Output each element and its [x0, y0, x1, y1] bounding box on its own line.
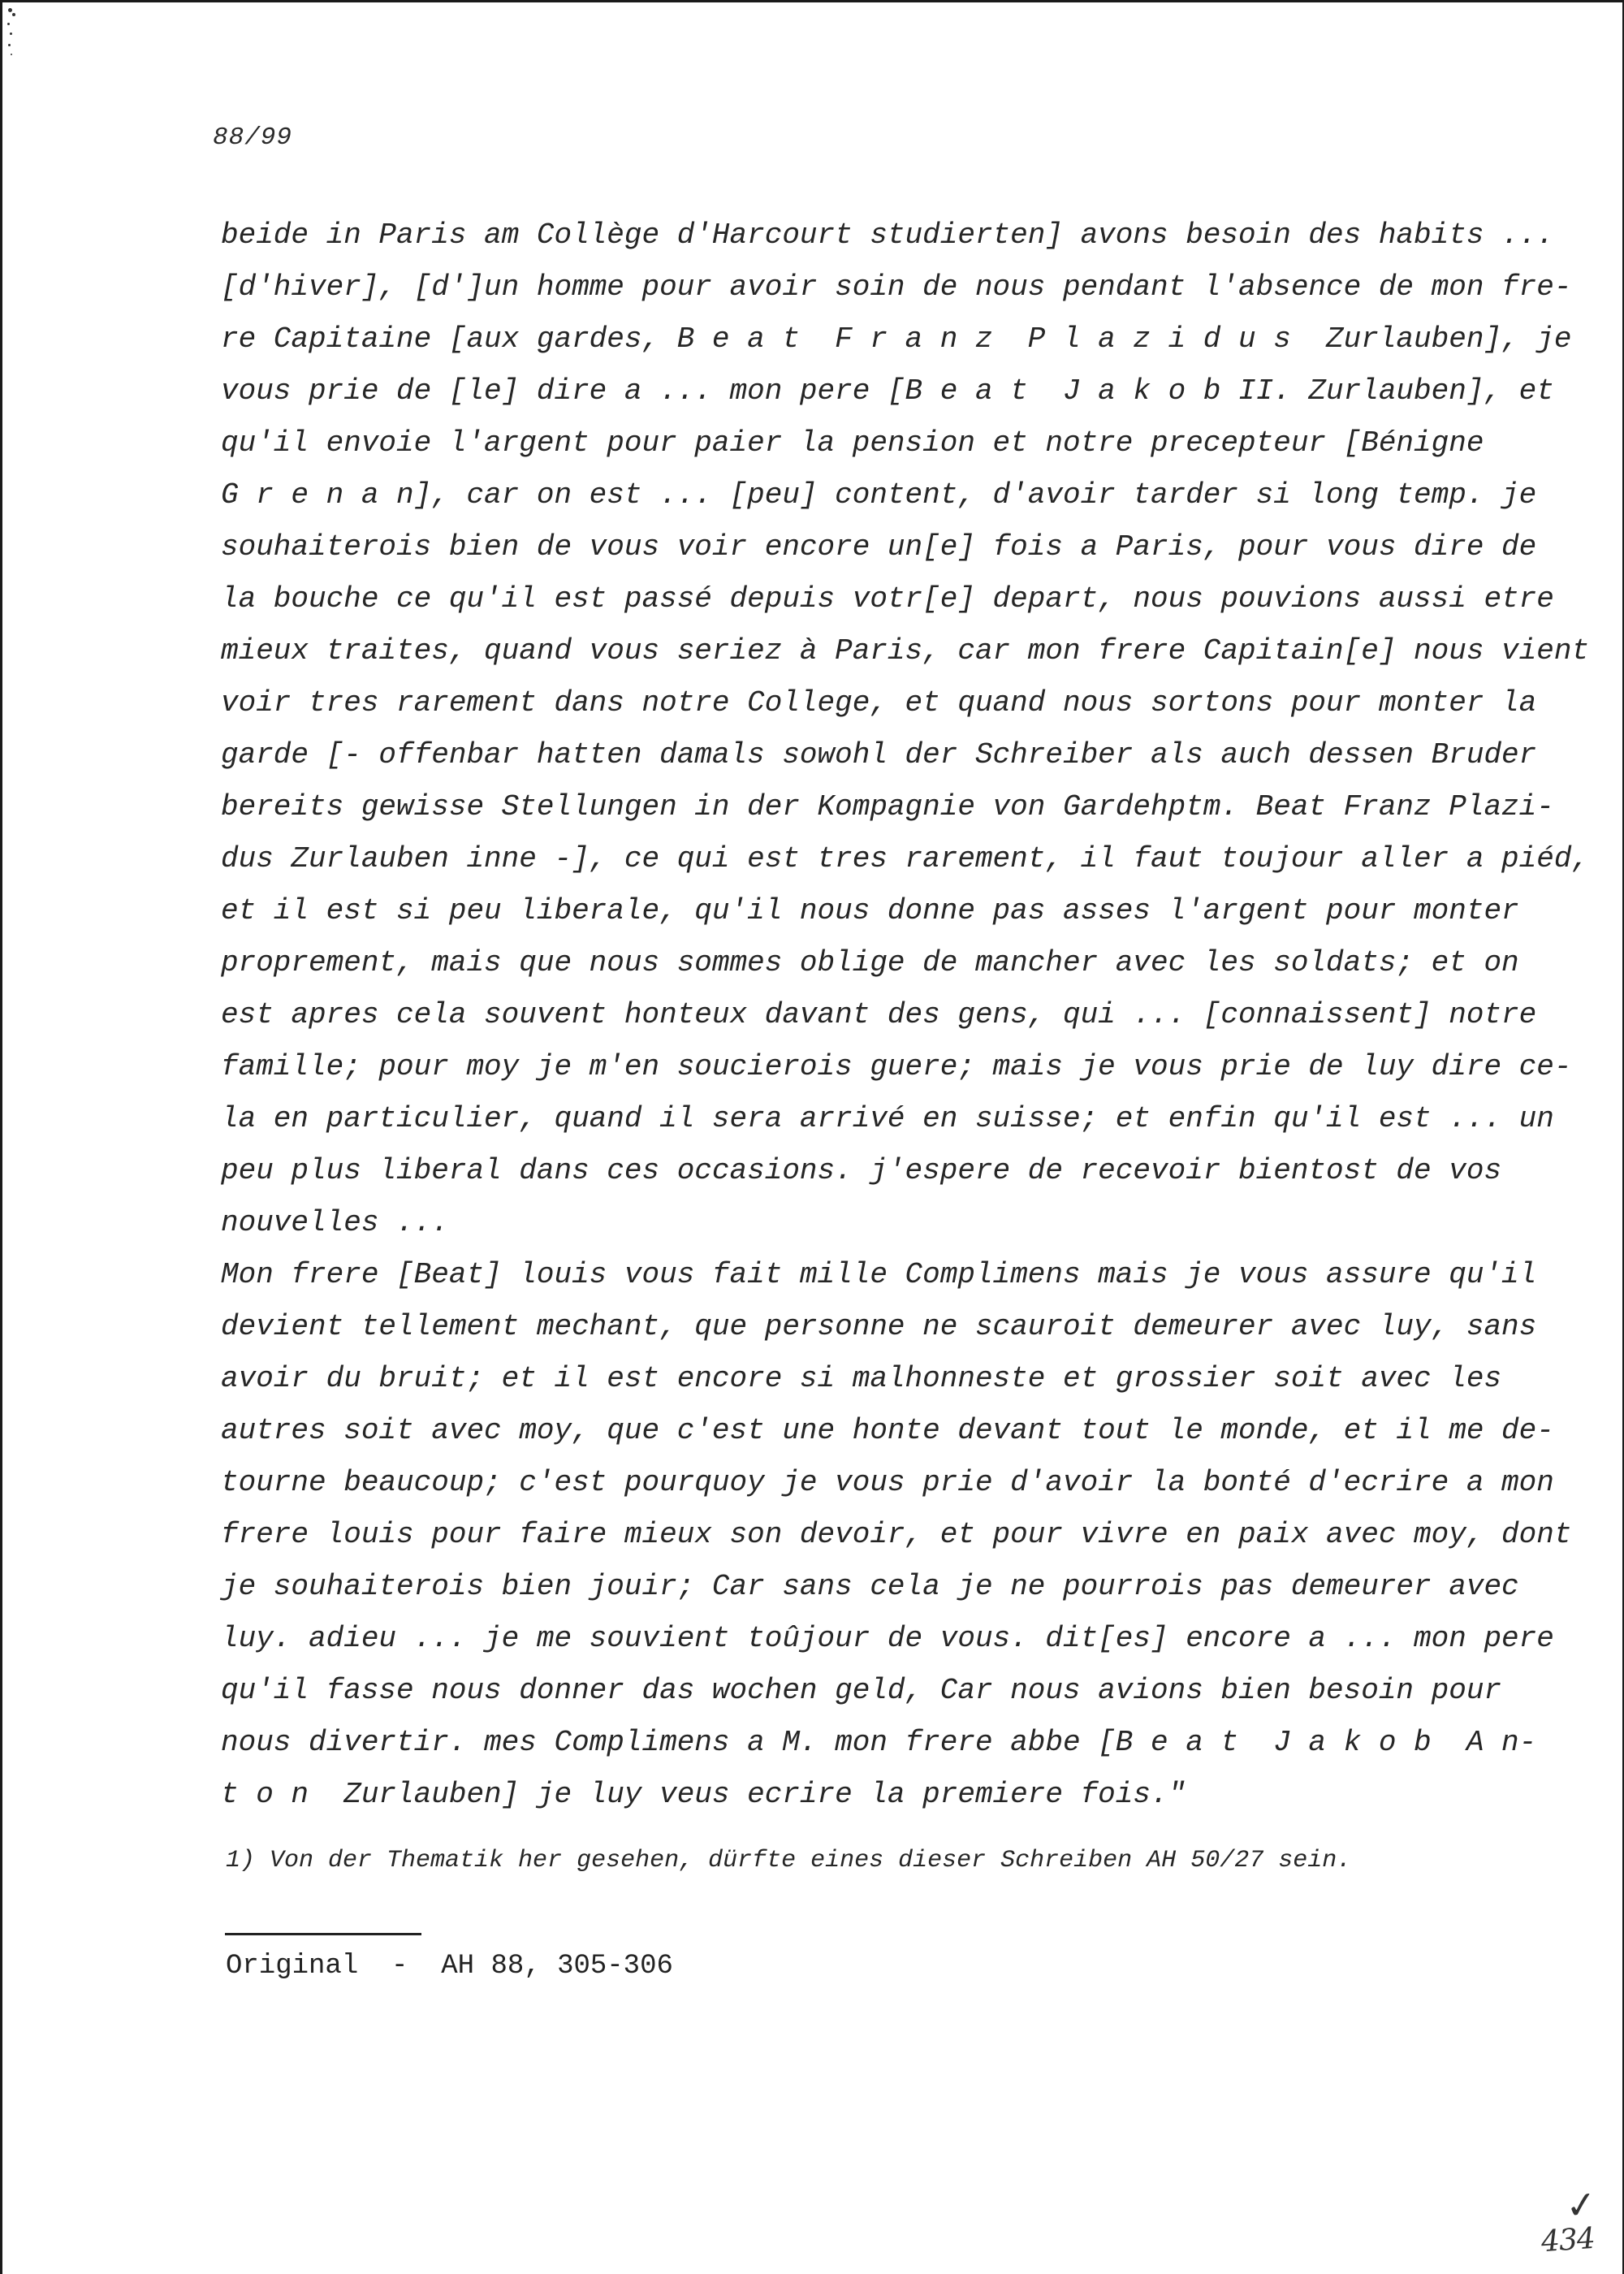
text-line: mieux traites, quand vous seriez à Paris, car mon frere Capitain[e] nous vient: [221, 634, 1590, 668]
text-line: beide in Paris am Collège d'Harcourt studierten] avons besoin des habits ...: [221, 218, 1554, 252]
text-line: t o n Zurlauben] je luy veus ecrire la premiere fois.": [221, 1778, 1186, 1811]
footnote-rule: [225, 1933, 421, 1935]
text-line: autres soit avec moy, que c'est une honte devant tout le monde, et il me de-: [221, 1414, 1554, 1447]
text-line: qu'il fasse nous donner das wochen geld, Car nous avions bien besoin pour: [221, 1674, 1502, 1707]
footnote: 1) Von der Thematik her gesehen, dürfte eines dieser Schreiben AH 50/27 sein.: [226, 1847, 1352, 1874]
text-line: et il est si peu liberale, qu'il nous donne pas asses l'argent pour monter: [221, 894, 1519, 927]
text-line: frere louis pour faire mieux son devoir, et pour vivre en paix avec moy, dont: [221, 1518, 1572, 1551]
text-line: re Capitaine [aux gardes, B e a t F r a n z P l a z i d u s Zurlauben], je: [221, 322, 1572, 356]
text-line: nous divertir. mes Complimens a M. mon frere abbe [B e a t J a k o b A n-: [221, 1726, 1537, 1759]
page-edge-left: [0, 0, 2, 2274]
text-line: avoir du bruit; et il est encore si malhonneste et grossier soit avec les: [221, 1362, 1502, 1395]
text-line: tourne beaucoup; c'est pourquoy je vous prie d'avoir la bonté d'ecrire a mon: [221, 1466, 1554, 1499]
text-line: vous prie de [le] dire a ... mon pere [B e a t J a k o b II. Zurlauben], et: [221, 374, 1554, 408]
text-line: proprement, mais que nous sommes oblige de mancher avec les soldats; et on: [221, 946, 1519, 979]
text-line: je souhaiterois bien jouir; Car sans cela je ne pourrois pas demeurer avec: [221, 1570, 1519, 1603]
text-line: souhaiterois bien de vous voir encore un[e] fois a Paris, pour vous dire de: [221, 530, 1537, 564]
text-line: famille; pour moy je m'en soucierois guere; mais je vous prie de luy dire ce-: [221, 1050, 1572, 1083]
text-line: la bouche ce qu'il est passé depuis votr[e] depart, nous pouvions aussi etre: [221, 582, 1554, 616]
text-line: Mon frere [Beat] louis vous fait mille Complimens mais je vous assure qu'il: [221, 1258, 1537, 1291]
page-edge-top: [0, 0, 1624, 2]
letter-body: [221, 210, 1590, 1821]
text-line: devient tellement mechant, que personne ne scauroit demeurer avec luy, sans: [221, 1310, 1537, 1343]
text-line: peu plus liberal dans ces occasions. j'espere de recevoir bientost de vos: [221, 1154, 1502, 1187]
handwritten-page-number: 434: [1540, 2221, 1596, 2259]
text-line: nouvelles ...: [221, 1206, 449, 1239]
page-number: 88/99: [213, 123, 293, 152]
source-reference: Original - AH 88, 305-306: [226, 1951, 673, 1982]
scan-speckle: [6, 5, 18, 62]
text-line: est apres cela souvent honteux davant des gens, qui ... [connaissent] notre: [221, 998, 1537, 1031]
text-line: voir tres rarement dans notre College, et quand nous sortons pour monter la: [221, 686, 1537, 720]
text-line: luy. adieu ... je me souvient toûjour de vous. dit[es] encore a ... mon pere: [221, 1622, 1554, 1655]
text-line: dus Zurlauben inne -], ce qui est tres rarement, il faut toujour aller a piéd,: [221, 842, 1590, 875]
text-line: G r e n a n], car on est ... [peu] content, d'avoir tarder si long temp. je: [221, 478, 1537, 512]
text-line: qu'il envoie l'argent pour paier la pension et notre precepteur [Bénigne: [221, 426, 1484, 460]
text-line: garde [- offenbar hatten damals sowohl der Schreiber als auch dessen Bruder: [221, 738, 1537, 772]
text-line: la en particulier, quand il sera arrivé en suisse; et enfin qu'il est ... un: [221, 1102, 1554, 1135]
text-line: [d'hiver], [d']un homme pour avoir soin de nous pendant l'absence de mon fre-: [221, 270, 1572, 304]
text-line: bereits gewisse Stellungen in der Kompagnie von Gardehptm. Beat Franz Plazi-: [221, 790, 1554, 824]
handwritten-check-icon: ✓: [1563, 2181, 1600, 2229]
